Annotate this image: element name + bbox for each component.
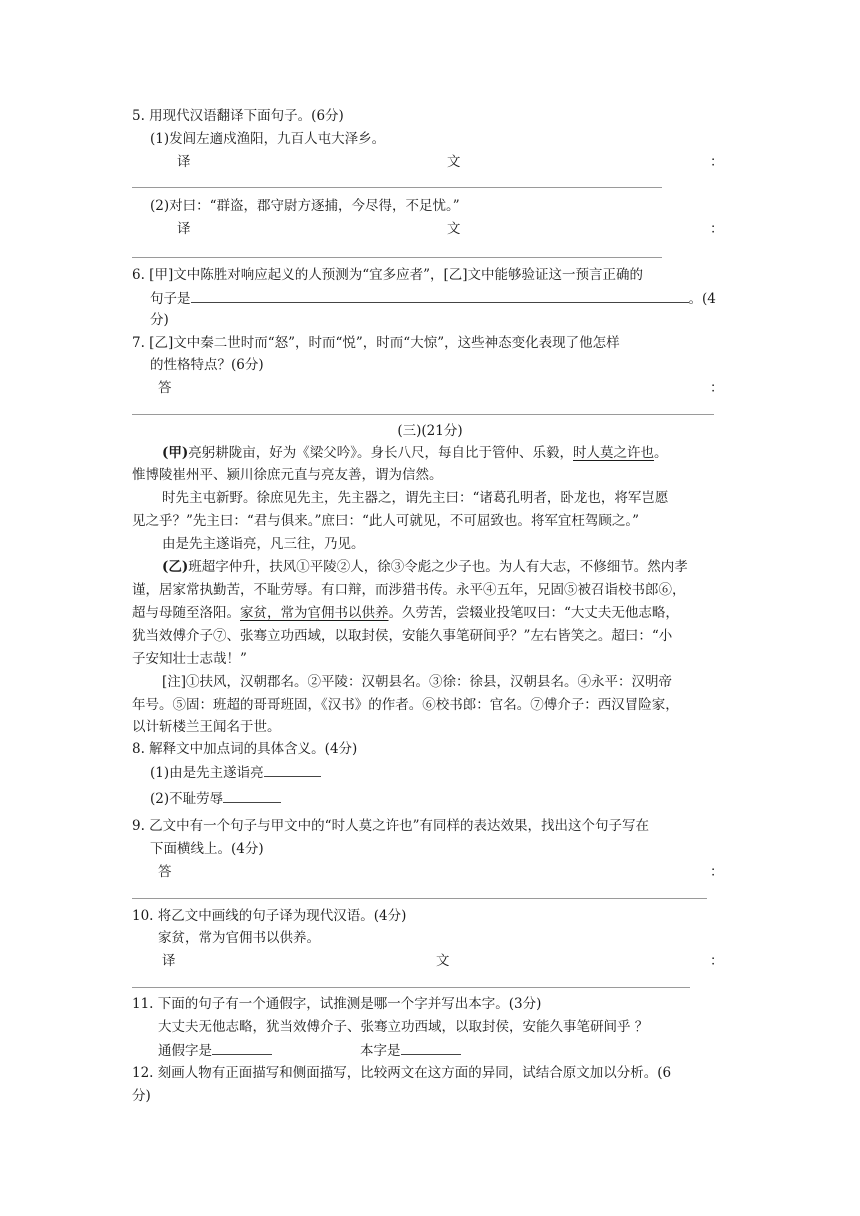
q5-sentence-1: (1)发闾左適戍渔阳，九百人屯大泽乡。 — [150, 131, 386, 147]
passage-yi-line-4: 犹当效傅介子⑦、张骞立功西域，以取封侯，安能久事笔研间乎？”左右皆笑之。超曰：“小 — [132, 628, 673, 644]
answer-label-da: 答 — [158, 864, 172, 880]
translation-label-wen: 文 — [447, 154, 461, 170]
passage-yi-tag: (乙) — [162, 559, 189, 575]
translation-label-wen: 文 — [436, 953, 450, 969]
q11-quote: 大丈夫无他志略，犹当效傅介子、张骞立功西域，以取封侯，安能久事笔研间乎 ？ — [158, 1019, 649, 1035]
answer-line-q5-1[interactable] — [132, 187, 662, 188]
q11-tongjia-label: 通假字是 — [158, 1043, 212, 1059]
q8-item-1 — [150, 762, 321, 783]
q8-item-1-blank[interactable] — [264, 762, 321, 777]
passage-yi-line-3 — [132, 603, 679, 623]
q7-line-1: 7. [乙]文中秦二世时而“怒”，时而“悦”，时而“大惊”，这些神态变化表现了他怎样 — [132, 335, 620, 351]
q8-item-2-text: (2)不耻劳辱 — [150, 791, 224, 807]
notes-line-1: [注]①扶风，汉朝郡名。②平陵：汉朝县名。③徐：徐县，汉朝县名。④永平：汉明帝 — [162, 674, 673, 690]
translation-label-yi: 译 — [162, 953, 176, 969]
q6-line-3: 分) — [150, 312, 169, 328]
passage-jia-line-3: 时先主屯新野。徐庶见先主，先主器之，谓先主曰：“诸葛孔明者，卧龙也，将军岂愿 — [162, 490, 669, 506]
answer-line-q5-2[interactable] — [132, 257, 662, 258]
q12-line-2: 分) — [132, 1088, 151, 1104]
q6-answer-blank[interactable] — [191, 288, 689, 303]
answer-line-q9[interactable] — [132, 898, 707, 899]
q9-line-2: 下面横线上。(4分) — [150, 841, 264, 857]
underlined-sentence-yi: 家贫，常为官佣书以供养 — [240, 605, 389, 621]
passage-jia-period: 。 — [654, 445, 668, 461]
passage-jia-line-5: 由是先主遂诣亮，凡三往，乃见。 — [162, 536, 365, 552]
translation-label-wen: 文 — [447, 221, 461, 237]
q8-item-2-blank[interactable] — [223, 788, 281, 803]
q11-benzi-blank[interactable] — [401, 1040, 461, 1055]
passage-yi-text: 。久劳苦，尝辍业投笔叹曰：“大丈夫无他志略， — [388, 605, 679, 621]
passage-jia-line-1 — [162, 443, 668, 463]
q8-stem: 8. 解释文中加点词的具体含义。(4分) — [132, 741, 358, 757]
q9-line-1: 9. 乙文中有一个句子与甲文中的“时人莫之许也”有同样的表达效果，找出这个句子写在 — [132, 818, 649, 834]
translation-label-colon: ： — [710, 221, 724, 237]
passage-yi-line-5: 子安知壮士志哉！” — [132, 651, 247, 667]
section-heading: (三)(21分) — [397, 423, 463, 439]
q11-stem: 11. 下面的句子有一个通假字，试推测是哪一个字并写出本字。(3分) — [132, 996, 542, 1012]
passage-jia-line-2: 惟博陵崔州平、颍川徐庶元直与亮友善，谓为信然。 — [132, 467, 443, 483]
q8-item-2 — [150, 788, 281, 809]
answer-line-q7[interactable] — [132, 414, 714, 415]
notes-line-2: 年号。⑤固：班超的哥哥班固，《汉书》的作者。⑥校书郎：官名。⑦傅介子：西汉冒险家， — [132, 697, 679, 713]
translation-label-yi: 译 — [177, 221, 191, 237]
q6-line-2 — [150, 288, 716, 309]
q6-prompt: 句子是 — [150, 291, 191, 307]
answer-label-da: 答 — [158, 380, 172, 396]
passage-jia-tag: (甲) — [162, 445, 189, 461]
passage-yi-line-1 — [162, 557, 688, 577]
notes-line-3: 以计斩楼兰王闻名于世。 — [132, 719, 281, 735]
q5-stem: 5. 用现代汉语翻译下面句子。(6分) — [132, 108, 344, 124]
q10-stem: 10. 将乙文中画线的句子译为现代汉语。(4分) — [132, 908, 407, 924]
q5-sentence-2: (2)对曰：“群盗，郡守尉方逐捕，今尽得，不足忧。” — [150, 198, 460, 214]
q6-line-1: 6. [甲]文中陈胜对响应起义的人预测为“宜多应者”，[乙]文中能够验证这一预言正确的 — [132, 267, 644, 283]
translation-label-yi: 译 — [177, 154, 191, 170]
q11-tongjia-row — [158, 1040, 272, 1061]
translation-label-colon: ： — [710, 953, 724, 969]
passage-yi-line-2: 谨，居家常执勤苦，不耻劳辱。有口辩，而涉猎书传。永平④五年，兄固⑤被召诣校书郎⑥， — [132, 582, 686, 598]
passage-jia-text: 亮躬耕陇亩，好为《梁父吟》。身长八尺，每自比于管仲、乐毅， — [188, 445, 574, 461]
passage-yi-text: 超与母随至洛阳。 — [132, 605, 240, 621]
passage-yi-text: 班超字仲升，扶风①平陵②人，徐③令彪之少子也。为人有大志，不修细节。然内孝 — [188, 559, 688, 575]
underlined-sentence-jia: 时人莫之许也 — [573, 445, 655, 461]
q7-line-2: 的性格特点？(6分) — [150, 357, 264, 373]
q11-benzi-label: 本字是 — [360, 1043, 401, 1059]
q6-score: 。(4 — [688, 291, 716, 307]
q11-benzi-row — [360, 1040, 461, 1061]
q10-quote: 家贫，常为官佣书以供养。 — [158, 930, 320, 946]
passage-jia-line-4: 见之乎？”先主曰：“君与俱来。”庶曰：“此人可就见，不可屈致也。将军宜枉驾顾之。” — [132, 513, 640, 529]
q11-tongjia-blank[interactable] — [212, 1040, 272, 1055]
q12-line-1: 12. 刻画人物有正面描写和侧面描写，比较两文在这方面的异同，试结合原文加以分析。(6 — [132, 1065, 672, 1081]
translation-label-colon: ： — [710, 154, 724, 170]
answer-line-q10[interactable] — [132, 987, 690, 988]
answer-label-colon: ： — [710, 864, 724, 880]
answer-label-colon: ： — [710, 380, 724, 396]
q8-item-1-text: (1)由是先主遂诣亮 — [150, 765, 264, 781]
